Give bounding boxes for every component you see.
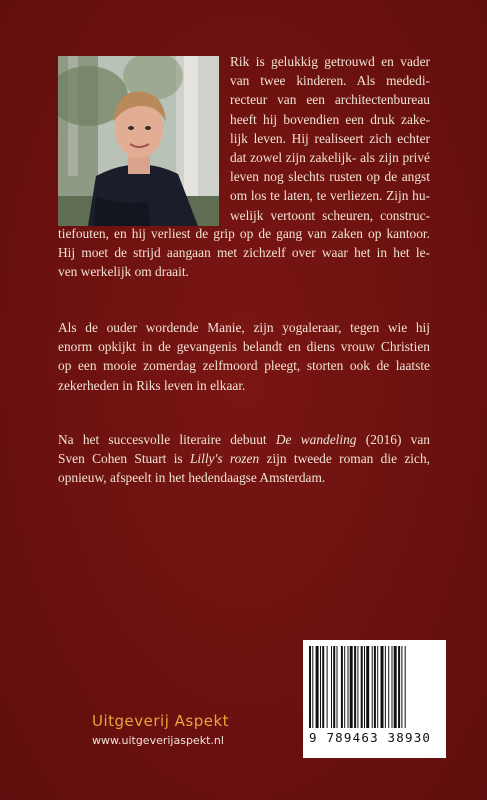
barcode-bar	[331, 646, 332, 728]
isbn-barcode	[303, 640, 446, 758]
publisher-name: Uitgeverij Aspekt	[92, 712, 230, 730]
blurb-text: Na het succesvolle literaire debuut	[58, 432, 276, 447]
blurb-paragraph-1-wrapped	[230, 52, 430, 225]
barcode-bar	[312, 646, 313, 728]
barcode-bar	[337, 646, 338, 728]
blurb-paragraph-1-full	[58, 224, 430, 282]
book-title-debut: De wandeling	[275, 432, 357, 447]
barcode-bar	[357, 646, 358, 728]
blurb-line: ven werkelijk om draait.	[58, 264, 189, 280]
barcode-bar	[327, 646, 328, 728]
barcode-bar	[392, 646, 393, 728]
barcode-bar	[377, 646, 378, 728]
barcode-bar	[344, 646, 345, 728]
blurb-line: op een mooie zomerdag zelfmoord pleegt, storten ook de laatste	[58, 358, 430, 374]
blurb-line: lijk leven. Hij realiseert zich echter	[230, 130, 430, 146]
blurb-line: enorm opkijkt in de gevangenis belandt en diens vrouw Christien	[58, 339, 430, 355]
blurb-text: zijn tweede roman die zich,	[259, 451, 430, 467]
publisher-url: www.uitgeverijaspekt.nl	[92, 734, 224, 747]
barcode-bar	[316, 646, 319, 728]
blurb-paragraph-2	[58, 318, 430, 395]
barcode-bar	[398, 646, 400, 728]
blurb-line: recteur van een architectenbureau	[230, 92, 430, 108]
blurb-paragraph-3	[58, 430, 430, 488]
blurb-line: Als de ouder wordende Manie, zijn yogaleraar, tegen wie hij	[58, 320, 430, 335]
blurb-line: van twee kinderen. Als mededi-	[230, 73, 430, 89]
author-photo	[58, 56, 219, 226]
barcode-bar	[394, 646, 397, 728]
blurb-line: Rik is gelukkig getrouwd en vader	[230, 54, 430, 69]
blurb-line	[58, 430, 430, 449]
blurb-line: Hij moet de strijd aangaan met zichzelf over waar het in het le-	[58, 245, 430, 261]
blurb-text: (2016) van	[356, 432, 430, 447]
author-photo-illustration	[58, 56, 219, 226]
blurb-line: zekerheden in Riks leven in elkaar.	[58, 377, 246, 393]
barcode-bar	[333, 646, 335, 728]
barcode-bar	[381, 646, 384, 728]
barcode-bar	[309, 646, 311, 728]
book-title: Lilly's rozen	[189, 451, 260, 467]
blurb-text: Sven Cohen Stuart is	[58, 451, 190, 467]
barcode-bar	[320, 646, 321, 728]
blurb-line: tiefouten, en hij verliest de grip op de gang van zaken op kantoor.	[58, 226, 430, 241]
barcode-bar	[366, 646, 369, 728]
barcode-bar	[348, 646, 349, 728]
barcode-bar	[350, 646, 353, 728]
blurb-line: heeft hij bovendien een druk zake-	[230, 111, 430, 127]
blurb-line: welijk vertoont scheuren, construc-	[230, 207, 430, 223]
blurb-line: dat zowel zijn zakelijk- als zijn privé	[230, 150, 430, 166]
barcode-bars	[309, 646, 440, 728]
blurb-line: om los te laten, te verliezen. Zijn hu-	[230, 188, 430, 204]
barcode-bar	[341, 646, 343, 728]
blurb-line: leven nog slechts rusten op de angst	[230, 169, 430, 185]
blurb-line	[58, 449, 430, 468]
barcode-bar	[405, 646, 406, 728]
barcode-bar	[322, 646, 324, 728]
isbn-number: 9 789463 38930	[309, 730, 432, 745]
barcode-bar	[361, 646, 363, 728]
blurb-line: opnieuw, afspeelt in het hedendaagse Amsterdam.	[58, 470, 326, 486]
barcode-bar	[385, 646, 386, 728]
barcode-bar	[401, 646, 402, 728]
barcode-bar	[372, 646, 373, 728]
barcode-bar	[354, 646, 356, 728]
barcode-bar	[388, 646, 389, 728]
barcode-bar	[364, 646, 365, 728]
barcode-bar	[374, 646, 376, 728]
